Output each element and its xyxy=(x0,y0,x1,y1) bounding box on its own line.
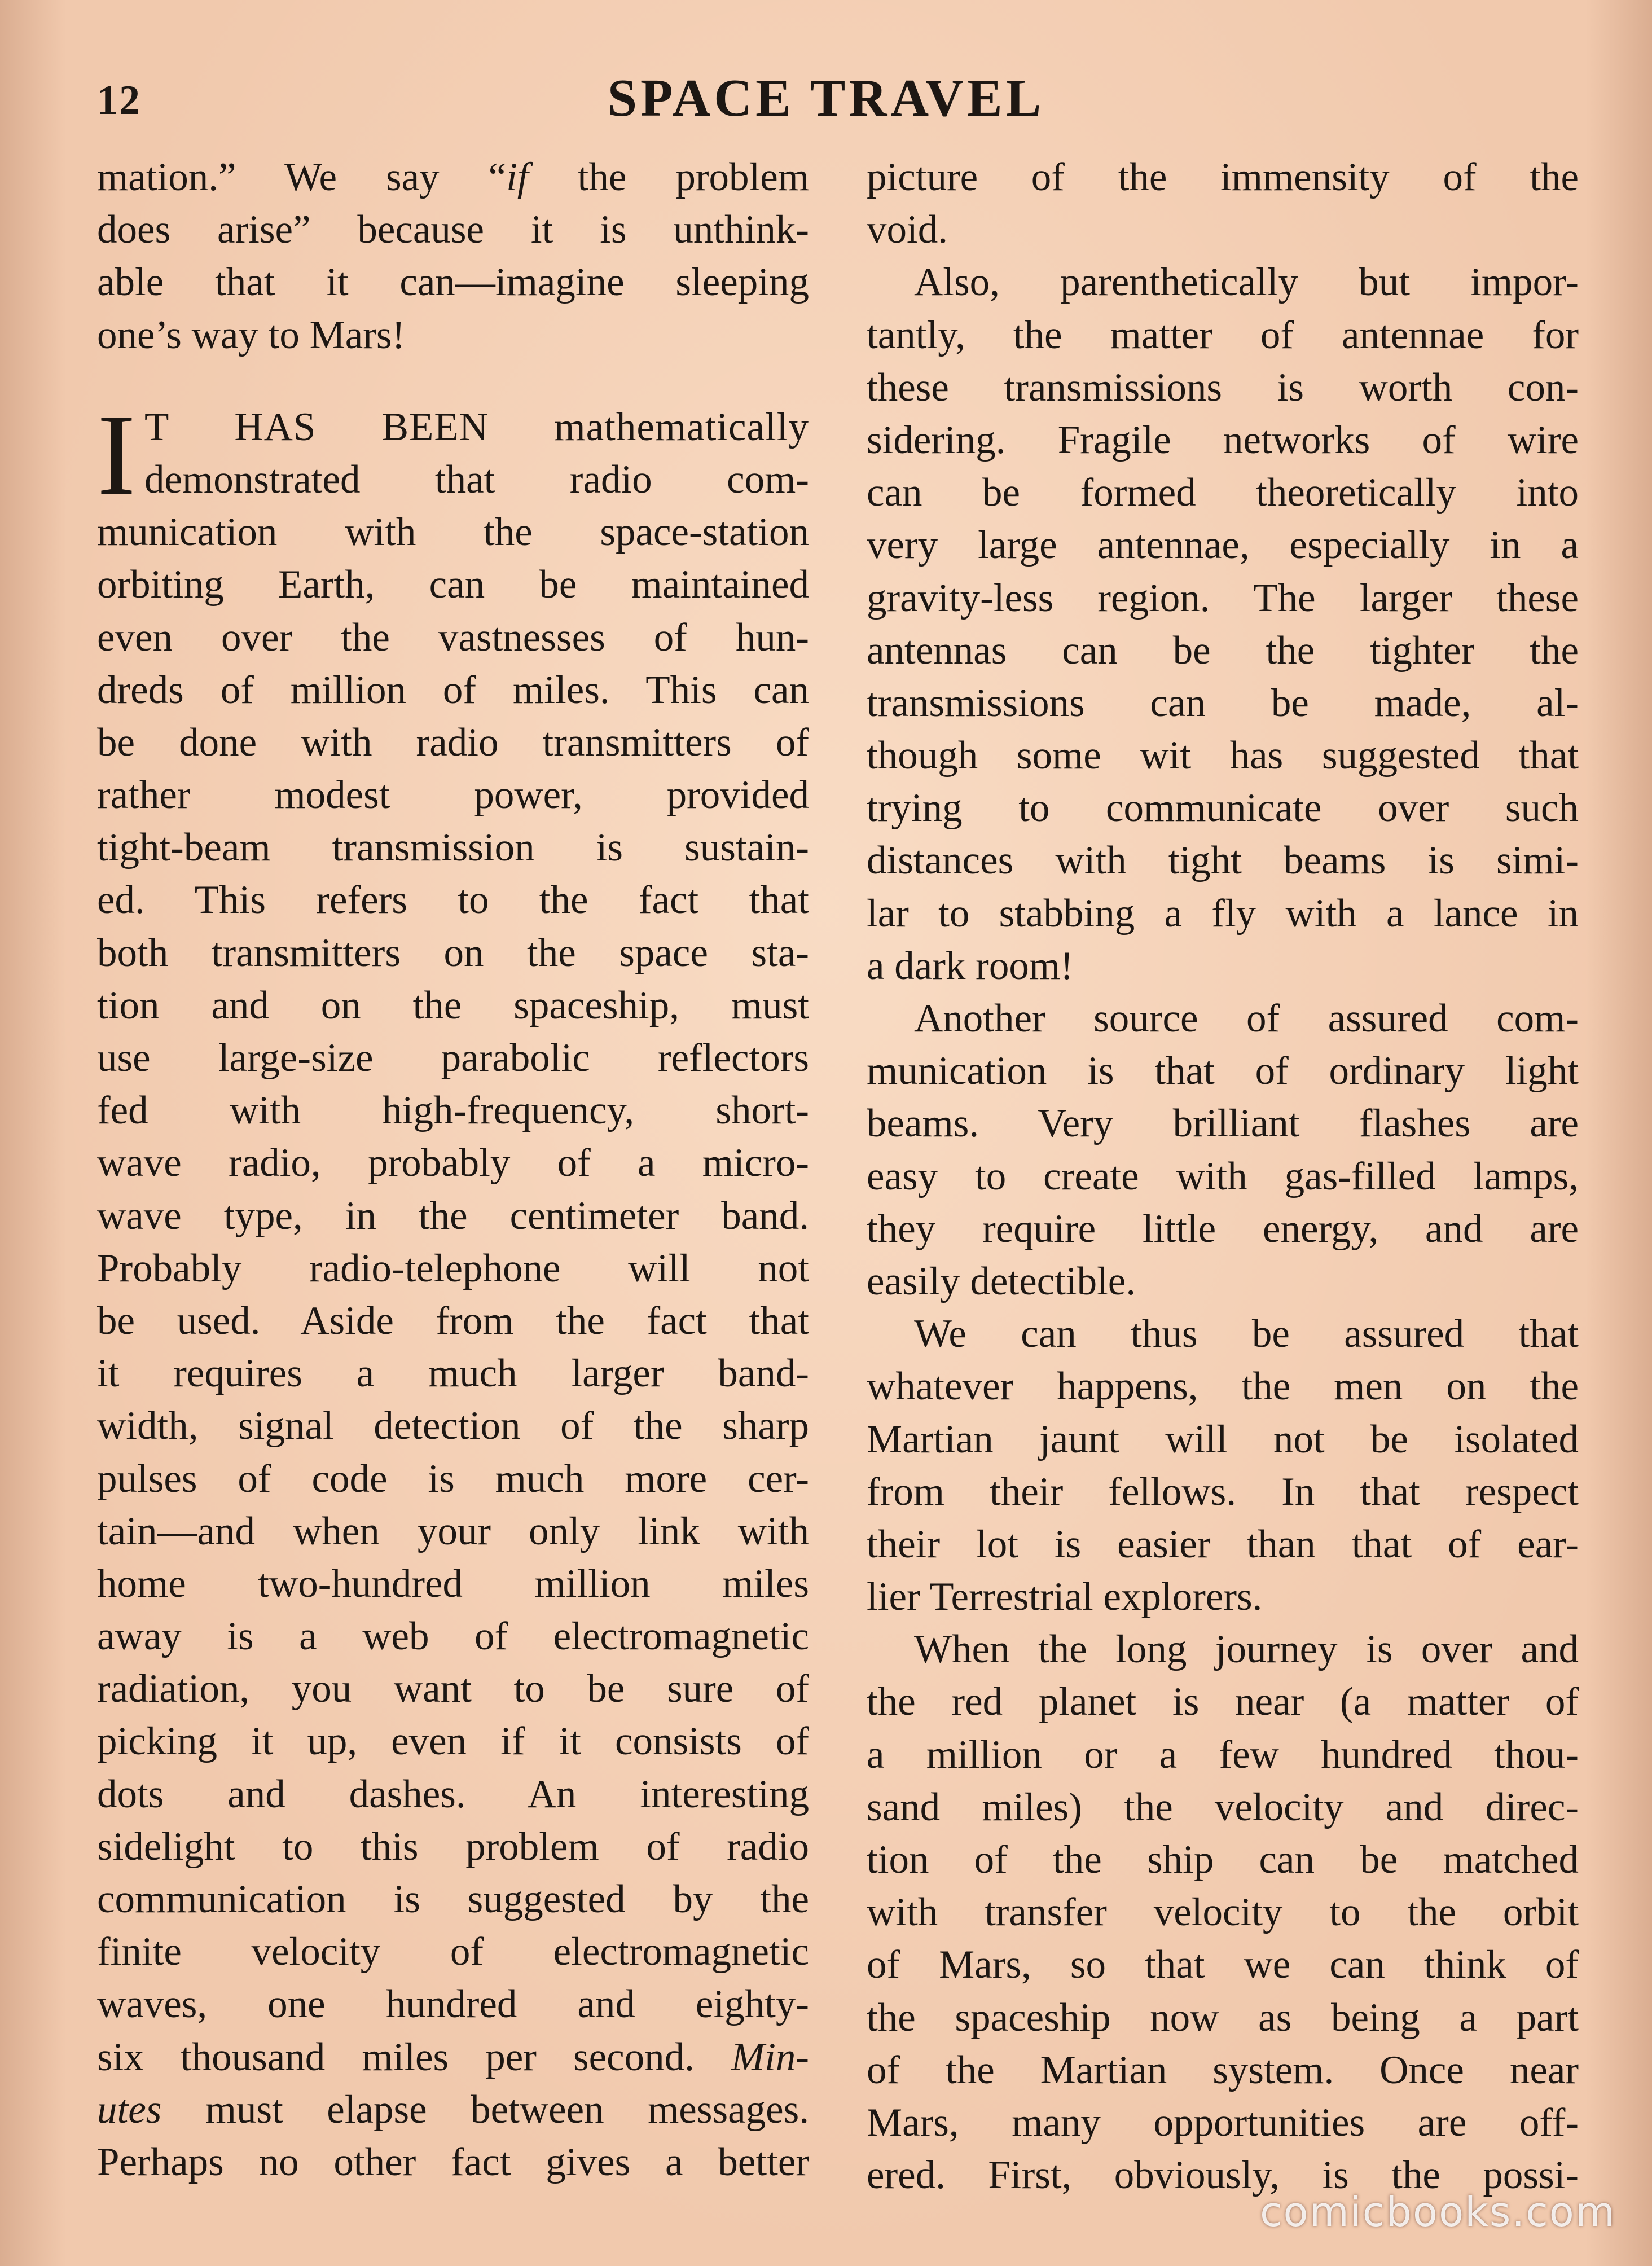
text-line: T HAS BEEN mathematically xyxy=(144,405,809,449)
text-line: rather modest power, provided xyxy=(97,773,809,818)
text-line: utes must elapse between messages. xyxy=(97,2087,809,2132)
text-line: width, signal detection of the sharp xyxy=(97,1404,809,1448)
text-line: of the Martian system. Once near xyxy=(867,2048,1579,2092)
paragraph xyxy=(867,1623,1579,2202)
text-line: beams. Very brilliant flashes are xyxy=(867,1101,1579,1146)
text-line: though some wit has suggested that xyxy=(867,734,1579,778)
text-line: When the long journey is over and xyxy=(914,1627,1579,1672)
text-line: tight-beam transmission is sustain- xyxy=(97,825,809,870)
intro-paragraph xyxy=(97,151,809,362)
text-line: Probably radio-telephone will not xyxy=(97,1246,809,1290)
text-line: a million or a few hundred thou- xyxy=(867,1732,1579,1777)
text-line: dreds of million of miles. This can xyxy=(97,667,809,712)
drop-cap: I xyxy=(97,389,136,519)
watermark: comicbooks.com xyxy=(1259,2188,1616,2236)
text-line: Mars, many opportunities are off- xyxy=(867,2100,1579,2145)
text-line: lar to stabbing a fly with a lance in xyxy=(867,891,1579,936)
text-line: be done with radio transmitters of xyxy=(97,720,809,765)
text-line: the red planet is near (a matter of xyxy=(867,1680,1579,1724)
text-line: orbiting Earth, can be maintained xyxy=(97,563,809,607)
text-line: distances with tight beams is simi- xyxy=(867,838,1579,883)
left-column xyxy=(97,151,809,2189)
text-line: picking it up, even if it consists of xyxy=(97,1719,809,1764)
text-line: gravity-less region. The larger these xyxy=(867,576,1579,620)
text-line: picture of the immensity of the xyxy=(867,155,1579,199)
text-line: munication with the space-station xyxy=(97,510,809,555)
text-line: communication is suggested by the xyxy=(97,1877,809,1921)
main-paragraph xyxy=(97,389,809,2189)
text-line: it requires a much larger band- xyxy=(97,1351,809,1396)
text-line: both transmitters on the space sta- xyxy=(97,930,809,975)
text-line: tain—and when your only link with xyxy=(97,1509,809,1553)
text-line: they require little energy, and are xyxy=(867,1206,1579,1251)
text-line: easy to create with gas-filled lamps, xyxy=(867,1154,1579,1198)
right-column xyxy=(867,151,1579,2202)
text-line: fed with high-frequency, short- xyxy=(97,1088,809,1133)
text-line: from their fellows. In that respect xyxy=(867,1469,1579,1514)
text-line: Martian jaunt will not be isolated xyxy=(867,1417,1579,1461)
text-line: lier Terrestrial explorers. xyxy=(867,1575,1263,1619)
text-line: Another source of assured com- xyxy=(914,996,1579,1040)
running-head: SPACE TRAVEL xyxy=(607,69,1045,128)
text-line: be used. Aside from the fact that xyxy=(97,1298,809,1343)
text-line: does arise” because it is unthink- xyxy=(97,208,809,252)
text-line: We can thus be assured that xyxy=(914,1312,1579,1356)
text-line: with transfer velocity to the orbit xyxy=(867,1890,1579,1935)
text-line: can be formed theoretically into xyxy=(867,471,1579,515)
text-line: Perhaps no other fact gives a better xyxy=(97,2140,809,2184)
text-line: able that it can—imagine sleeping xyxy=(97,260,809,305)
text-line: dots and dashes. An interesting xyxy=(97,1772,809,1816)
text-line: finite velocity of electromagnetic xyxy=(97,1930,809,1974)
text-line: pulses of code is much more cer- xyxy=(97,1456,809,1501)
text-line: sidering. Fragile networks of wire xyxy=(867,418,1579,462)
text-line: their lot is easier than that of ear- xyxy=(867,1522,1579,1566)
page-number: 12 xyxy=(97,77,141,124)
text-line: radiation, you want to be sure of xyxy=(97,1667,809,1711)
text-line: tion of the ship can be matched xyxy=(867,1838,1579,1882)
body-lines xyxy=(97,506,809,2189)
text-line: Also, parenthetically but impor- xyxy=(914,260,1579,305)
text-line: tion and on the spaceship, must xyxy=(97,983,809,1027)
paragraph xyxy=(867,151,1579,256)
text-line: void. xyxy=(867,208,948,252)
text-line: six thousand miles per second. Min- xyxy=(97,2035,809,2079)
text-line: the spaceship now as being a part xyxy=(867,1995,1579,2040)
text-line: whatever happens, the men on the xyxy=(867,1364,1579,1409)
text-line: these transmissions is worth con- xyxy=(867,365,1579,410)
text-line: easily detectible. xyxy=(867,1259,1136,1303)
text-line: waves, one hundred and eighty- xyxy=(97,1982,809,2027)
text-line: home two-hundred million miles xyxy=(97,1561,809,1606)
text-line: trying to communicate over such xyxy=(867,786,1579,831)
text-line: use large-size parabolic reflectors xyxy=(97,1036,809,1080)
text-line: away is a web of electromagnetic xyxy=(97,1614,809,1659)
text-line: wave type, in the centimeter band. xyxy=(97,1193,809,1238)
text-line: ered. First, obviously, is the possi- xyxy=(867,2153,1579,2198)
text-line: munication is that of ordinary light xyxy=(867,1049,1579,1094)
text-line: a dark room! xyxy=(867,943,1074,988)
text-line: even over the vastnesses of hun- xyxy=(97,615,809,660)
text-line: transmissions can be made, al- xyxy=(867,680,1579,725)
text-line: tantly, the matter of antennae for xyxy=(867,313,1579,357)
text-line: antennas can be the tighter the xyxy=(867,628,1579,673)
paragraph xyxy=(867,256,1579,993)
paragraph xyxy=(867,993,1579,1308)
text-line: one’s way to Mars! xyxy=(97,313,406,357)
text-line: very large antennae, especially in a xyxy=(867,523,1579,568)
text-line: of Mars, so that we can think of xyxy=(867,1943,1579,1987)
text-line: demonstrated that radio com- xyxy=(144,457,809,502)
text-line: sidelight to this problem of radio xyxy=(97,1824,809,1869)
text-line: wave radio, probably of a micro- xyxy=(97,1141,809,1185)
text-line: ed. This refers to the fact that xyxy=(97,878,809,923)
paragraph xyxy=(867,1308,1579,1623)
text-line: mation.” We say “if the problem xyxy=(97,155,809,199)
text-line: sand miles) the velocity and direc- xyxy=(867,1785,1579,1829)
